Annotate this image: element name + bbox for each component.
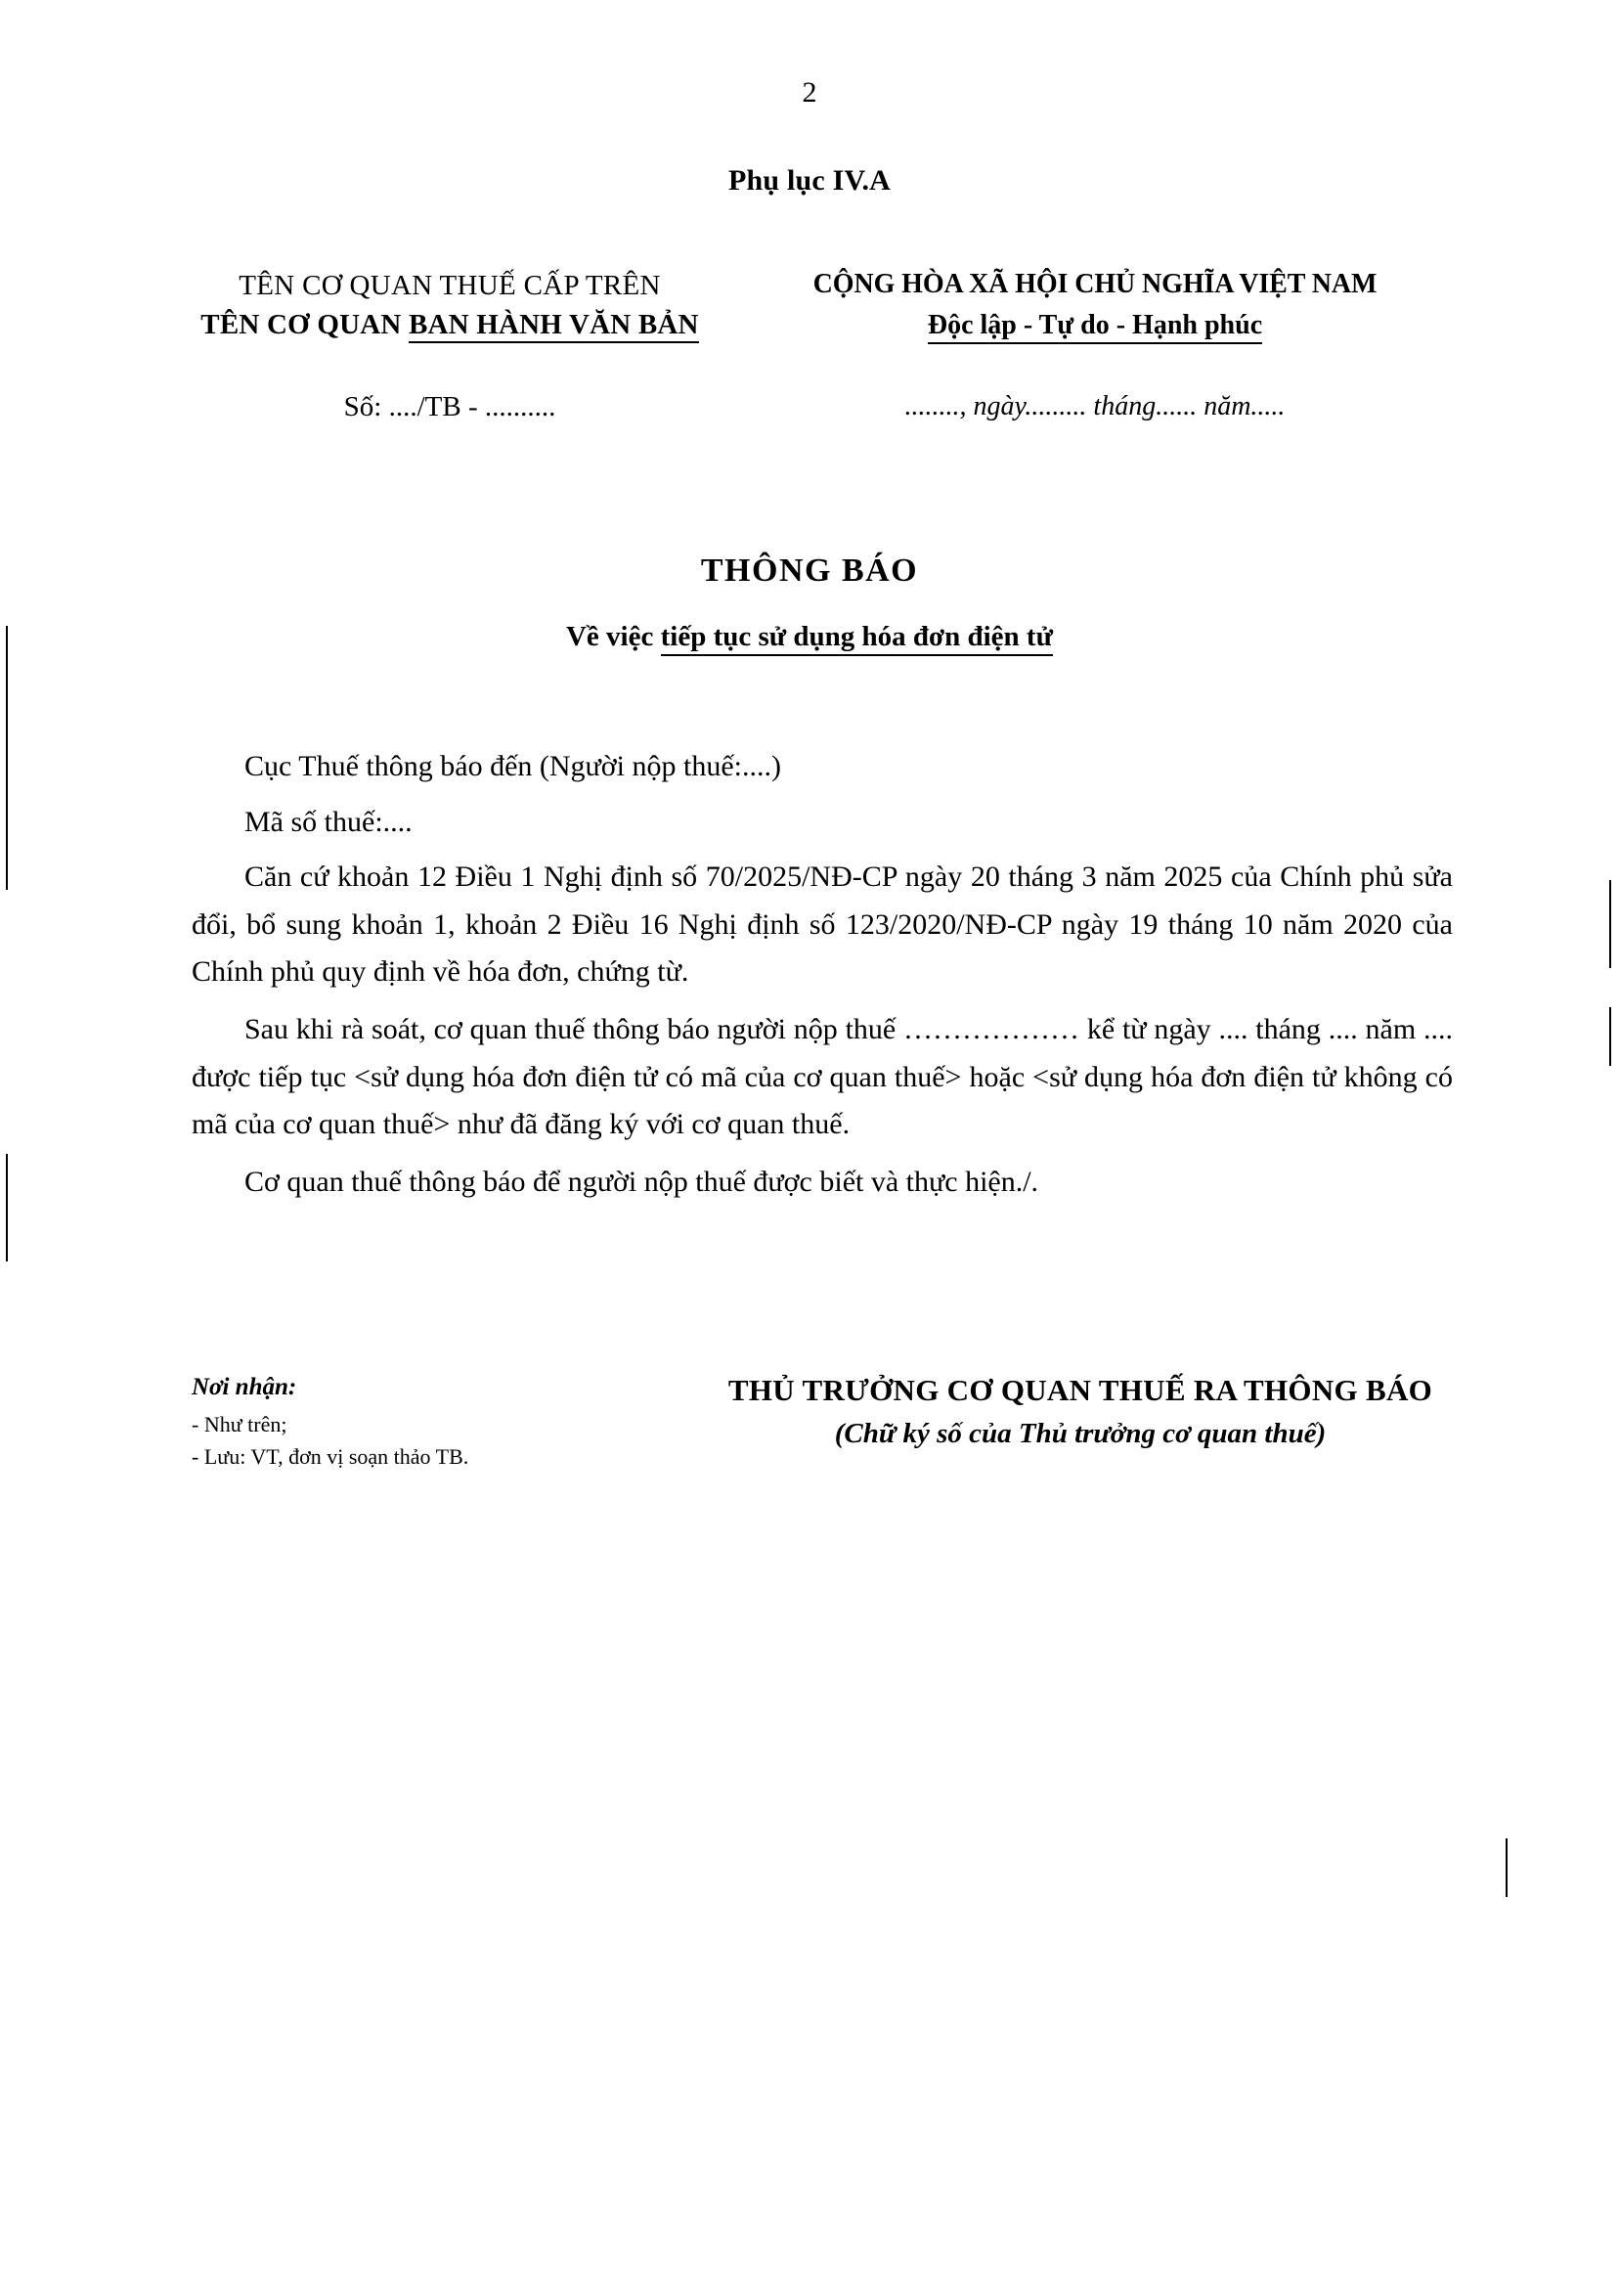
scan-edge-mark [6, 1154, 8, 1261]
scan-edge-mark [6, 626, 8, 890]
notice-title: THÔNG BÁO [700, 552, 919, 589]
issuing-authority-prefix: TÊN CƠ QUAN [200, 309, 409, 341]
document-date: ........, ngày......... tháng...... năm..... [904, 391, 1286, 421]
notice-subtitle-prefix: Về việc [565, 621, 661, 652]
recipients-block [192, 1369, 700, 1473]
notice-subtitle-underlined: tiếp tục sử dụng hóa đơn điện tử [661, 621, 1053, 656]
scan-edge-mark [1609, 880, 1611, 968]
appendix-title: Phụ lục IV.A [727, 164, 892, 197]
superior-authority-label: TÊN CƠ QUAN THUẾ CẤP TRÊN [239, 270, 661, 301]
signature-note: (Chữ ký số của Thủ trưởng cơ quan thuế) [834, 1418, 1327, 1449]
recipient-item: - Như trên; [192, 1411, 287, 1436]
issuing-authority-block [176, 266, 723, 344]
document-body [192, 743, 1453, 1215]
body-paragraph-4: Sau khi rà soát, cơ quan thuế thông báo người nộp thuế ……………… kể từ ngày .... tháng .... năm .... được tiếp tục <sử dụng hóa đơn điện tử có mã của cơ quan thuế> hoặc <sử dụng hóa đơn điện tử không có mã của cơ quan thuế> như đã đăng ký với cơ quan thuế. [192, 1012, 1453, 1141]
document-header [176, 266, 1466, 344]
scan-edge-mark [1609, 1007, 1611, 1066]
body-paragraph-1: Cục Thuế thông báo đến (Người nộp thuế:....) [244, 750, 781, 782]
body-paragraph-3: Căn cứ khoản 12 Điều 1 Nghị định số 70/2025/NĐ-CP ngày 20 tháng 3 năm 2025 của Chính phủ sửa đổi, bổ sung khoản 1, khoản 2 Điều 16 Nghị định số 123/2020/NĐ-CP ngày 19 tháng 10 năm 2020 của Chính phủ quy định về hóa đơn, chứng từ. [192, 861, 1453, 989]
body-paragraph-2: Mã số thuế:.... [244, 805, 413, 838]
issuing-authority-label [176, 305, 723, 344]
scan-edge-mark [1506, 1838, 1508, 1897]
recipient-item: - Lưu: VT, đơn vị soạn thảo TB. [192, 1443, 469, 1469]
notice-subtitle [0, 621, 1619, 653]
national-motto-text: Độc lập - Tự do - Hạnh phúc [928, 310, 1262, 344]
country-name: CỘNG HÒA XÃ HỘI CHỦ NGHĨA VIỆT NAM [812, 269, 1378, 299]
recipients-title: Nơi nhận: [192, 1374, 297, 1400]
issuing-authority-underlined: BAN HÀNH VĂN BẢN [409, 309, 699, 343]
document-footer [0, 1369, 1619, 1525]
page-number: 2 [802, 76, 817, 109]
national-motto [723, 307, 1466, 345]
signature-block [675, 1373, 1486, 1450]
signature-title: THỦ TRƯỞNG CƠ QUAN THUẾ RA THÔNG BÁO [727, 1373, 1433, 1407]
body-paragraph-5: Cơ quan thuế thông báo để người nộp thuế được biết và thực hiện./. [244, 1165, 1039, 1198]
document-number: Số: ..../TB - .......... [343, 391, 556, 422]
national-heading-block [723, 266, 1466, 344]
